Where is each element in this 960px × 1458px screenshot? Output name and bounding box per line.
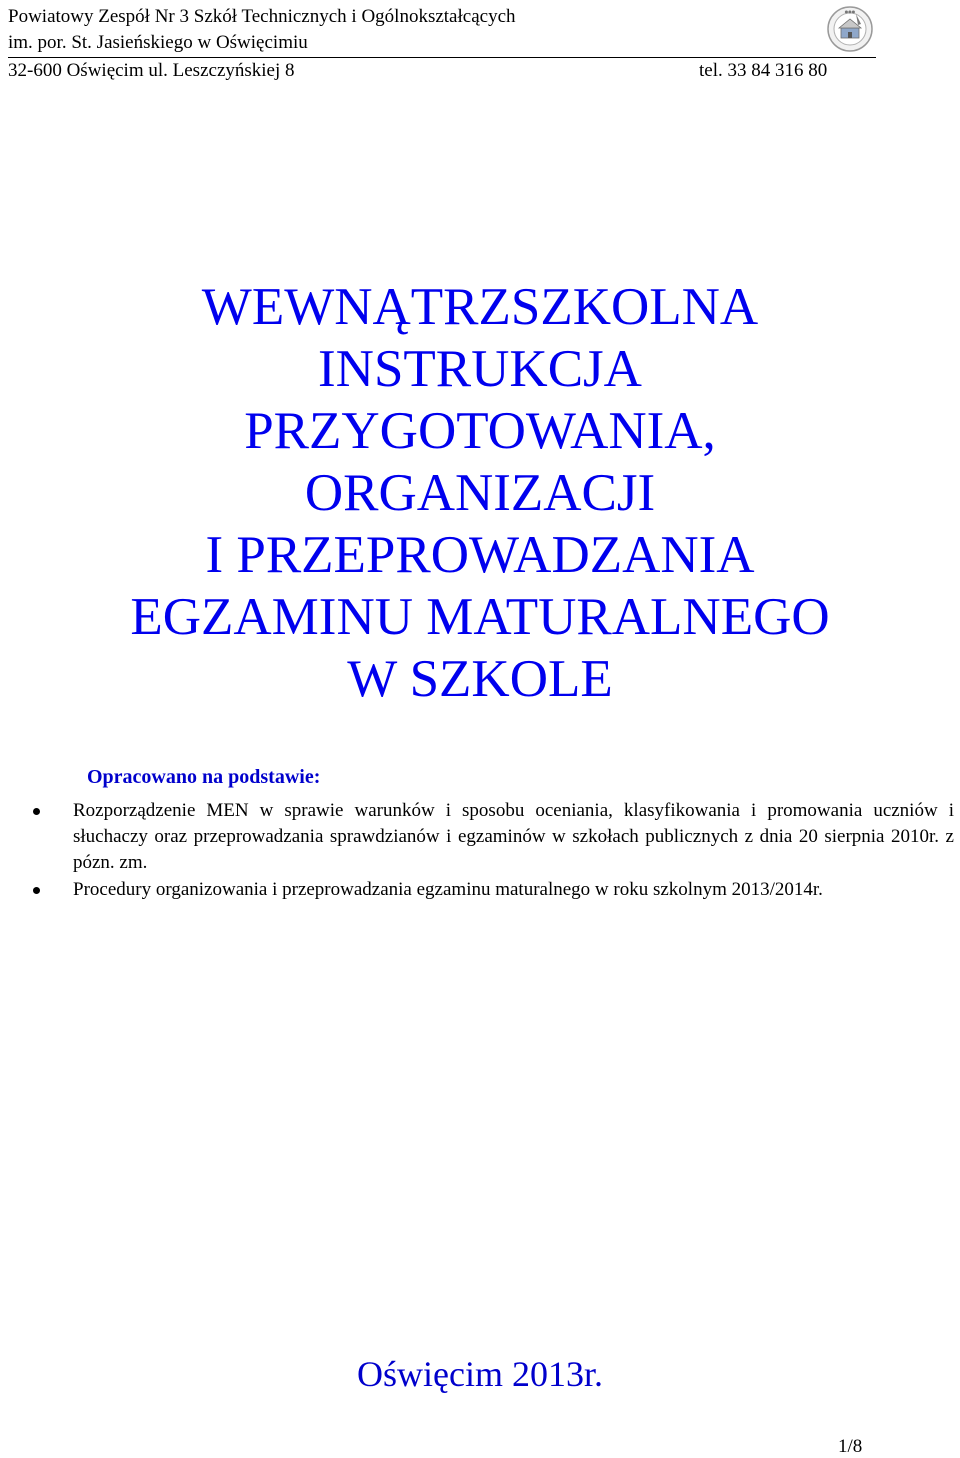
document-header [8, 2, 876, 84]
document-title [0, 276, 960, 710]
school-address: 32-600 Oświęcim ul. Leszczyńskiej 8 [8, 60, 295, 81]
title-line: W SZKOLE [347, 650, 613, 708]
school-patron: im. por. St. Jasieńskiego w Oświęcimiu [8, 32, 308, 53]
bullet-icon [33, 808, 40, 815]
school-name: Powiatowy Zespół Nr 3 Szkół Technicznych i Ogólnokształcących [8, 6, 516, 27]
title-line: PRZYGOTOWANIA, [244, 402, 716, 460]
title-line: I PRZEPROWADZANIA [205, 526, 755, 584]
list-item-text: Procedury organizowania i przeprowadzania egzaminu maturalnego w roku szkolnym 2013/2014r. [73, 879, 823, 900]
school-crest-icon [825, 4, 875, 54]
header-divider [8, 57, 876, 58]
title-line: EGZAMINU MATURALNEGO [130, 588, 830, 646]
bullet-icon [33, 887, 40, 894]
city-and-year: Oświęcim 2013r. [357, 1354, 603, 1394]
school-phone: tel. 33 84 316 80 [699, 60, 828, 81]
list-item [73, 798, 954, 876]
title-line: INSTRUKCJA [318, 340, 642, 398]
basis-heading: Opracowano na podstawie: [87, 766, 321, 788]
svg-text:●●●: ●●● [844, 9, 856, 14]
list-item [73, 877, 954, 903]
page-number: 1/8 [838, 1436, 863, 1457]
list-item-text: Rozporządzenie MEN w sprawie warunków i sposobu oceniania, klasyfikowania i promowania uczniów i słuchaczy oraz przeprowadzania sprawdzianów i egzaminów w szkołach publicznych z dnia 20 sierpnia 2010r. z pózn. zm. [73, 800, 954, 873]
title-line: WEWNĄTRZSZKOLNA [201, 278, 759, 336]
title-line: ORGANIZACJI [304, 464, 656, 522]
